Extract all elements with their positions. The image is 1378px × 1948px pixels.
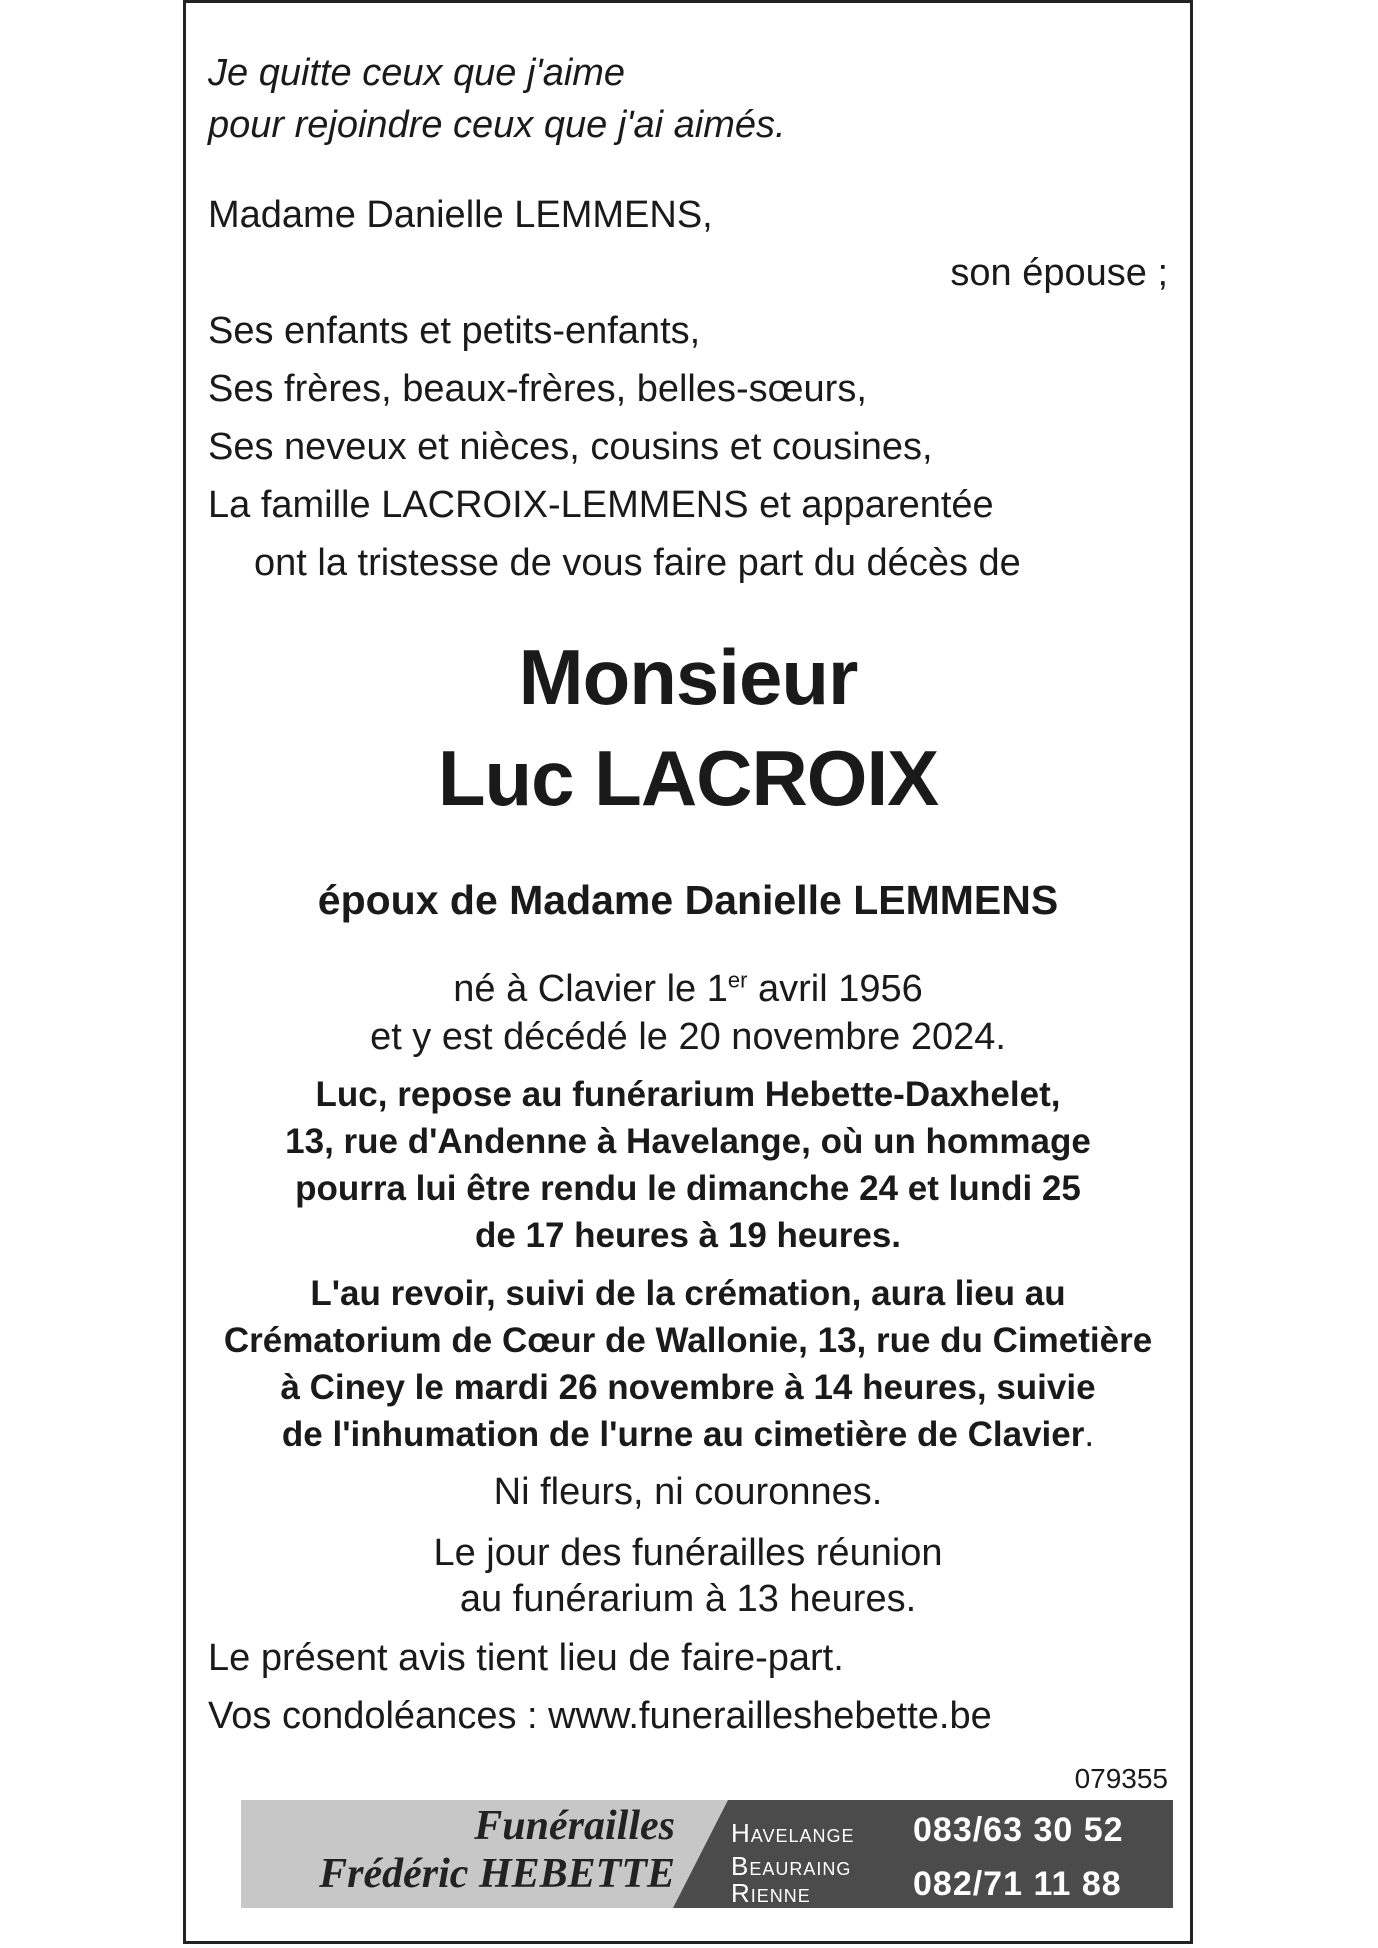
family-line-4: La famille LACROIX-LEMMENS et apparentée bbox=[208, 484, 994, 526]
epigraph-line-1: Je quitte ceux que j'aime bbox=[208, 52, 626, 94]
condolences-line: Vos condoléances : www.funerailleshebette.be bbox=[208, 1695, 992, 1737]
reunion-line-2: au funérarium à 13 heures. bbox=[459, 1578, 917, 1620]
family-line-1: Ses enfants et petits-enfants, bbox=[208, 310, 701, 352]
ceremony-line-1: L'au revoir, suivi de la crémation, aura lieu au bbox=[310, 1274, 1066, 1313]
location-beauraing: Beauraing bbox=[731, 1851, 852, 1881]
brand-line-1: Funérailles bbox=[474, 1803, 675, 1849]
epigraph-line-2: pour rejoindre ceux que j'ai aimés. bbox=[208, 104, 786, 146]
ceremony-line-3: à Ciney le mardi 26 novembre à 14 heures, suivie bbox=[280, 1368, 1096, 1407]
spouse-of-line: époux de Madame Danielle LEMMENS bbox=[317, 877, 1059, 923]
repose-line-2: 13, rue d'Andenne à Havelange, où un hommage bbox=[285, 1122, 1091, 1161]
location-rienne: Rienne bbox=[731, 1878, 811, 1908]
birth-superscript: er bbox=[727, 967, 748, 993]
location-havelange: Havelange bbox=[731, 1818, 855, 1848]
brand-line-2: Frédéric HEBETTE bbox=[319, 1851, 675, 1897]
family-line-3: Ses neveux et nièces, cousins et cousines, bbox=[208, 426, 933, 468]
ceremony-period: . bbox=[1084, 1415, 1095, 1454]
announcement: ont la tristesse de vous faire part du décès de bbox=[254, 542, 1021, 584]
birth-line bbox=[186, 967, 1190, 1011]
phone-havelange: 083/63 30 52 bbox=[913, 1811, 1124, 1849]
deceased-title: Monsieur bbox=[518, 633, 858, 721]
birth-suffix: avril 1956 bbox=[747, 968, 923, 1010]
family-line-2: Ses frères, beaux-frères, belles-sœurs, bbox=[208, 368, 867, 410]
ceremony-line-4 bbox=[186, 1412, 1190, 1458]
no-flowers: Ni fleurs, ni couronnes. bbox=[493, 1471, 883, 1513]
repose-line-1: Luc, repose au funérarium Hebette-Daxhelet, bbox=[315, 1075, 1061, 1114]
reference-number: 079355 bbox=[1074, 1763, 1168, 1794]
obituary-frame bbox=[183, 0, 1193, 1944]
death-line: et y est décédé le 20 novembre 2024. bbox=[370, 1016, 1006, 1058]
ceremony-line-2: Crématorium de Cœur de Wallonie, 13, rue du Cimetière bbox=[223, 1321, 1153, 1360]
notice: Le présent avis tient lieu de faire-part. bbox=[208, 1637, 844, 1679]
spouse-role: son épouse ; bbox=[950, 252, 1168, 294]
repose-line-3: pourra lui être rendu le dimanche 24 et lundi 25 bbox=[295, 1169, 1081, 1208]
birth-prefix: né à Clavier le 1 bbox=[453, 968, 728, 1010]
spouse-name: Madame Danielle LEMMENS, bbox=[208, 194, 713, 236]
repose-line-4: de 17 heures à 19 heures. bbox=[474, 1216, 902, 1255]
deceased-name: Luc LACROIX bbox=[437, 734, 939, 822]
phone-beauraing: 082/71 11 88 bbox=[913, 1865, 1122, 1903]
ceremony-line-4-text: de l'inhumation de l'urne au cimetière de Clavier bbox=[281, 1415, 1085, 1454]
reunion-line-1: Le jour des funérailles réunion bbox=[433, 1532, 943, 1574]
